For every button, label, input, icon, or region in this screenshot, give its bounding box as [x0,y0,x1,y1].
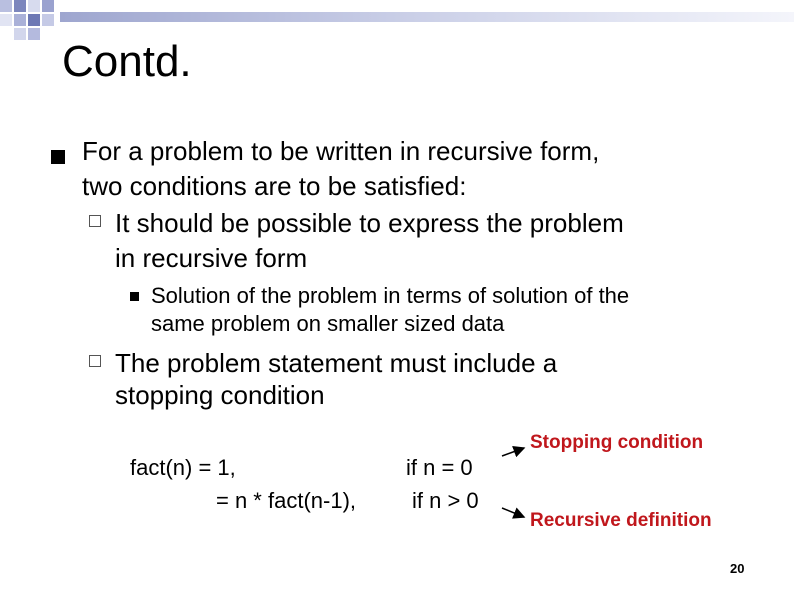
arrow-recursive [502,508,524,517]
sub2-line2: stopping condition [115,380,325,410]
subsub1-line1: Solution of the problem in terms of solution of the [151,283,630,308]
slide-title: Contd. [62,37,192,86]
sub2-line1: The problem statement must include a [115,348,558,378]
bullet1-line2: two conditions are to be satisfied: [82,171,467,201]
code-line2-right: if n > 0 [412,488,479,513]
code-line2-left: = n * fact(n-1), [216,488,357,513]
code-line1-left: fact(n) = 1, [130,455,236,480]
subsub1-line2: same problem on smaller sized data [151,311,505,336]
sub1-line1: It should be possible to express the problem [115,208,624,238]
bullet1-line1: For a problem to be written in recursive form, [82,136,600,166]
sub1-line2: in recursive form [115,243,308,273]
annotation-recursive: Recursive definition [530,510,712,531]
annotation-stopping: Stopping condition [530,432,704,453]
page-number: 20 [730,561,745,576]
code-line1-right: if n = 0 [406,455,473,480]
arrow-stopping [502,448,524,456]
